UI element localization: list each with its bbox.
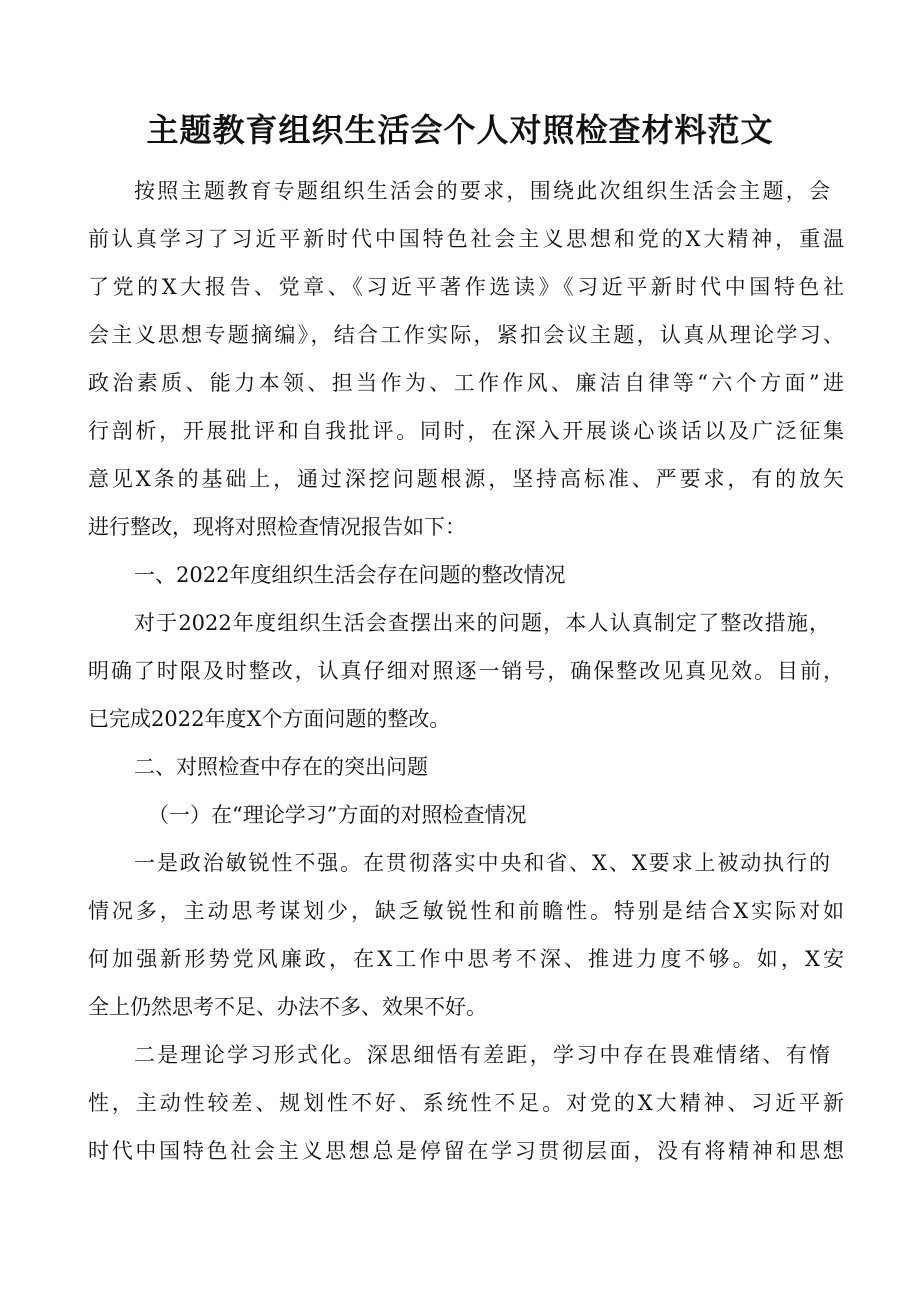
paragraph-line-4: 会主义思想专题摘编》，结合工作实际，紧扣会议主题，认真从理论学习、 xyxy=(88,323,844,347)
paragraph-line-7: 意见X条的基础上，通过深挖问题根源，坚持高标准、严要求，有的放矢 xyxy=(88,467,844,491)
paragraph-line-10: 明确了时限及时整改，认真仔细对照逐一销号，确保整改见真见效。目前， xyxy=(88,659,844,683)
paragraph-line-11: 已完成2022年度X个方面问题的整改。 xyxy=(88,707,451,731)
subsection-heading-1: （一）在“理论学习”方面的对照检查情况 xyxy=(148,803,527,827)
paragraph-line-18: 时代中国特色社会主义思想总是停留在学习贯彻层面，没有将精神和思想 xyxy=(88,1139,844,1163)
paragraph-line-13: 情况多，主动思考谋划少，缺乏敏锐性和前瞻性。特别是结合X实际对如 xyxy=(88,899,844,923)
paragraph-line-12: 一是政治敏锐性不强。在贯彻落实中央和省、X、X要求上被动执行的 xyxy=(134,851,830,875)
paragraph-line-6: 行剖析，开展批评和自我批评。同时，在深入开展谈心谈话以及广泛征集 xyxy=(88,419,844,443)
paragraph-line-2: 前认真学习了习近平新时代中国特色社会主义思想和党的X大精神，重温 xyxy=(88,227,844,251)
paragraph-line-3: 了党的X大报告、党章、《习近平著作选读》《习近平新时代中国特色社 xyxy=(88,275,844,299)
paragraph-line-8: 进行整改，现将对照检查情况报告如下： xyxy=(88,515,466,539)
paragraph-line-1: 按照主题教育专题组织生活会的要求，围绕此次组织生活会主题，会 xyxy=(134,179,830,203)
paragraph-line-16: 二是理论学习形式化。深思细悟有差距，学习中存在畏难情绪、有惰 xyxy=(134,1043,830,1067)
paragraph-line-9: 对于2022年度组织生活会查摆出来的问题，本人认真制定了整改措施， xyxy=(134,611,830,635)
section-heading-2: 二、对照检查中存在的突出问题 xyxy=(134,755,428,779)
section-heading-1: 一、2022年度组织生活会存在问题的整改情况 xyxy=(134,563,566,587)
document-title: 主题教育组织生活会个人对照检查材料范文 xyxy=(146,111,774,149)
paragraph-line-15: 全上仍然思考不足、办法不多、效果不好。 xyxy=(88,995,487,1019)
paragraph-line-14: 何加强新形势党风廉政，在X工作中思考不深、推进力度不够。如，X安 xyxy=(88,947,844,971)
paragraph-line-5: 政治素质、能力本领、担当作为、工作作风、廉洁自律等“六个方面”进 xyxy=(88,371,844,395)
paragraph-line-17: 性，主动性较差、规划性不好、系统性不足。对党的X大精神、习近平新 xyxy=(88,1091,844,1115)
